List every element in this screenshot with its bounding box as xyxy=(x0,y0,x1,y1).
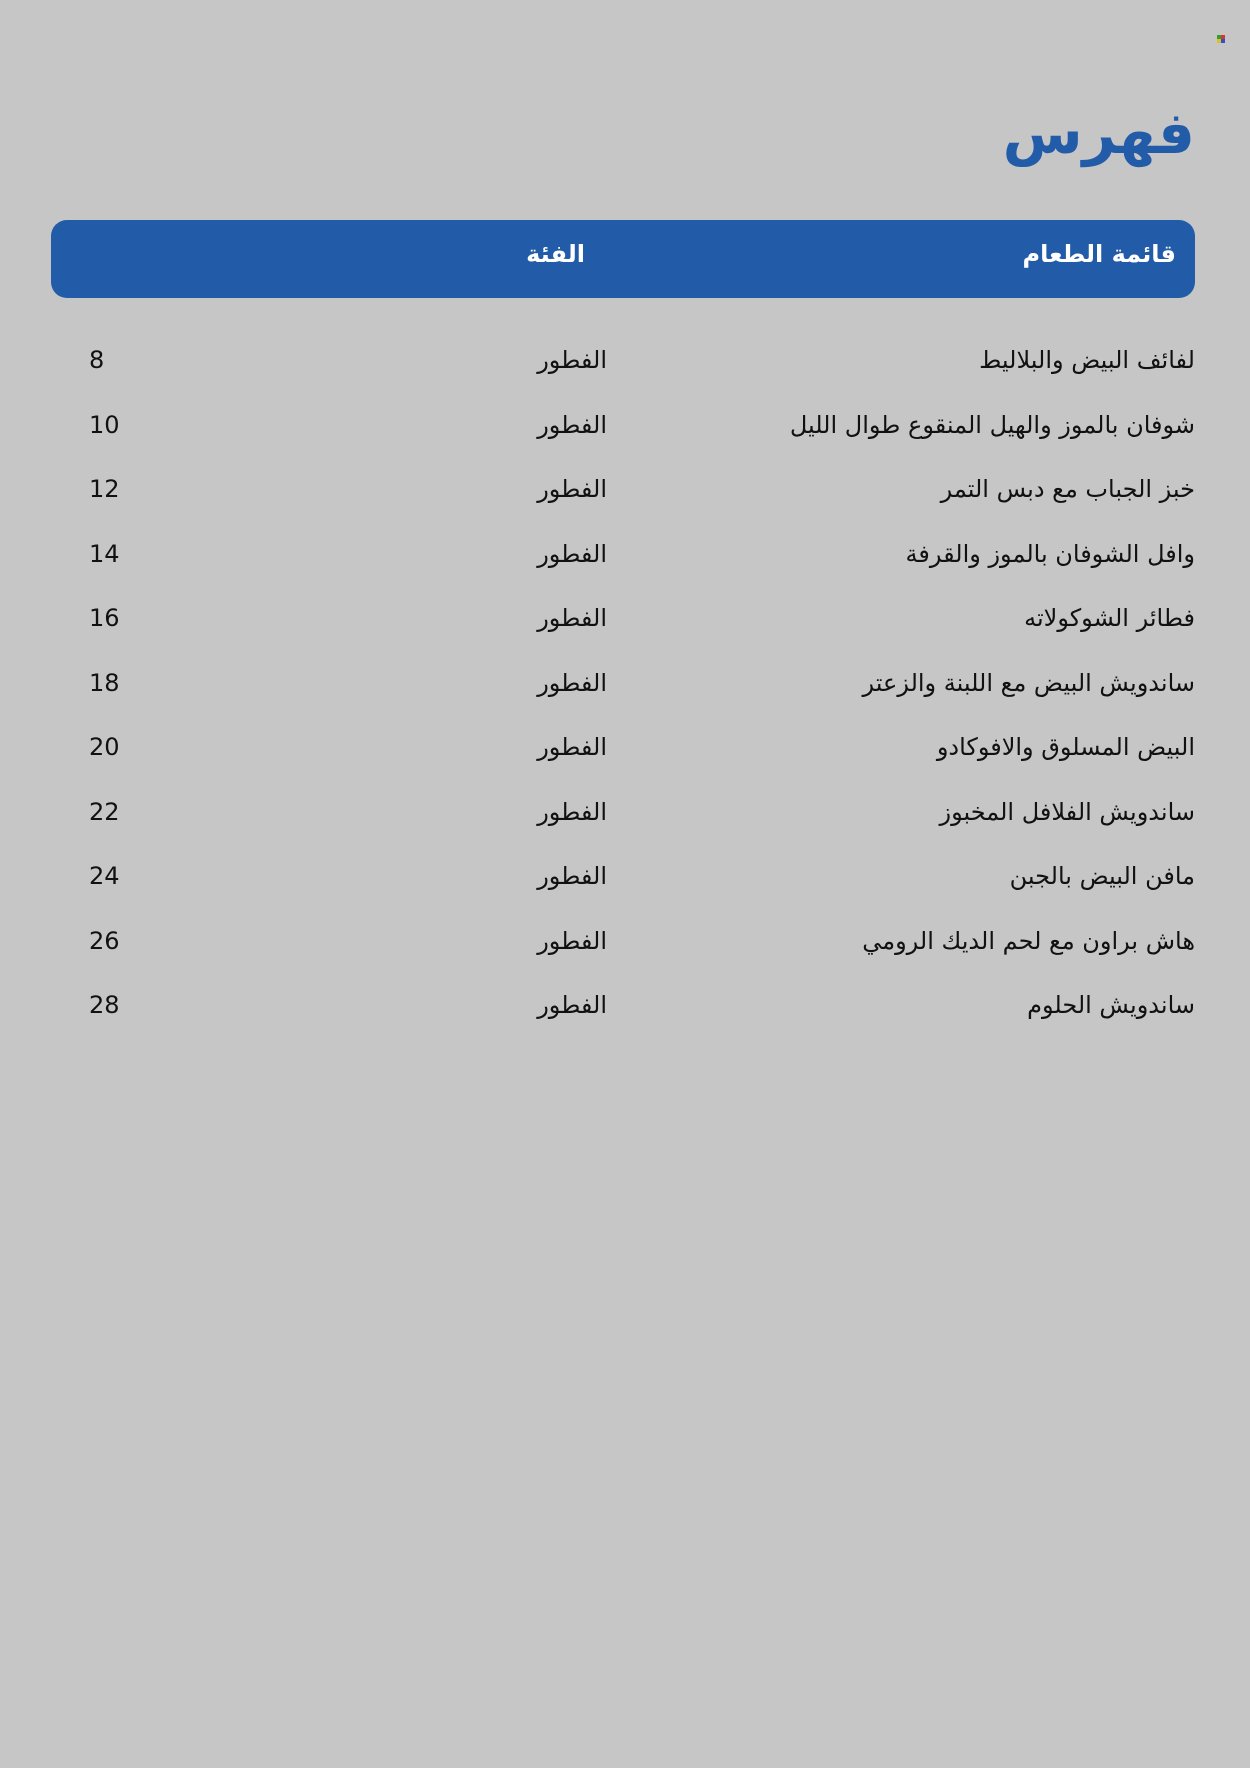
table-header-bar xyxy=(51,220,1195,298)
toc-row xyxy=(51,474,1195,539)
toc-item-category: الفطور xyxy=(537,410,607,439)
toc-row xyxy=(51,539,1195,604)
toc-item-page: 12 xyxy=(89,475,120,503)
toc-item-category: الفطور xyxy=(537,668,607,697)
toc-item-page: 18 xyxy=(89,668,120,697)
toc-row xyxy=(51,797,1195,862)
toc-item-category: الفطور xyxy=(537,346,607,374)
header-category-label: الفئة xyxy=(526,240,585,268)
toc-item-name: لفائف البيض والبلاليط xyxy=(979,346,1195,374)
toc-row xyxy=(51,926,1195,991)
toc-item-name: البيض المسلوق والافوكادو xyxy=(936,733,1195,761)
toc-item-name: شوفان بالموز والهيل المنقوع طوال الليل xyxy=(789,410,1195,439)
corner-color-mark xyxy=(1217,35,1225,43)
toc-list xyxy=(51,345,1195,1055)
toc-item-category: الفطور xyxy=(537,539,607,568)
toc-row xyxy=(51,732,1195,797)
toc-item-name: خبز الجباب مع دبس التمر xyxy=(940,475,1195,503)
toc-row xyxy=(51,603,1195,668)
toc-item-name: وافل الشوفان بالموز والقرفة xyxy=(905,539,1195,568)
toc-item-category: الفطور xyxy=(537,475,607,503)
toc-item-name: ساندويش الفلافل المخبوز xyxy=(939,797,1195,826)
toc-item-name: مافن البيض بالجبن xyxy=(1009,862,1195,890)
toc-item-category: الفطور xyxy=(537,797,607,826)
toc-item-name: ساندويش البيض مع اللبنة والزعتر xyxy=(862,668,1195,697)
toc-row xyxy=(51,410,1195,475)
toc-item-page: 20 xyxy=(89,733,120,761)
toc-item-category: الفطور xyxy=(537,991,607,1019)
toc-item-name: فطائر الشوكولاته xyxy=(1024,604,1195,632)
toc-row xyxy=(51,990,1195,1055)
header-menu-label: قائمة الطعام xyxy=(1022,240,1176,268)
toc-row xyxy=(51,668,1195,733)
toc-item-page: 8 xyxy=(89,346,105,374)
toc-item-page: 22 xyxy=(89,797,120,826)
toc-row xyxy=(51,861,1195,926)
toc-item-name: هاش براون مع لحم الديك الرومي xyxy=(862,926,1195,955)
toc-item-page: 24 xyxy=(89,862,120,890)
page-title: فهرس xyxy=(1002,99,1195,167)
toc-item-page: 16 xyxy=(89,604,120,632)
toc-item-page: 14 xyxy=(89,539,120,568)
toc-item-page: 28 xyxy=(89,991,120,1019)
toc-item-category: الفطور xyxy=(537,862,607,890)
toc-item-category: الفطور xyxy=(537,604,607,632)
toc-item-name: ساندويش الحلوم xyxy=(1027,991,1195,1019)
toc-item-page: 10 xyxy=(89,410,120,439)
toc-item-page: 26 xyxy=(89,926,120,955)
toc-row xyxy=(51,345,1195,410)
toc-item-category: الفطور xyxy=(537,733,607,761)
toc-item-category: الفطور xyxy=(537,926,607,955)
